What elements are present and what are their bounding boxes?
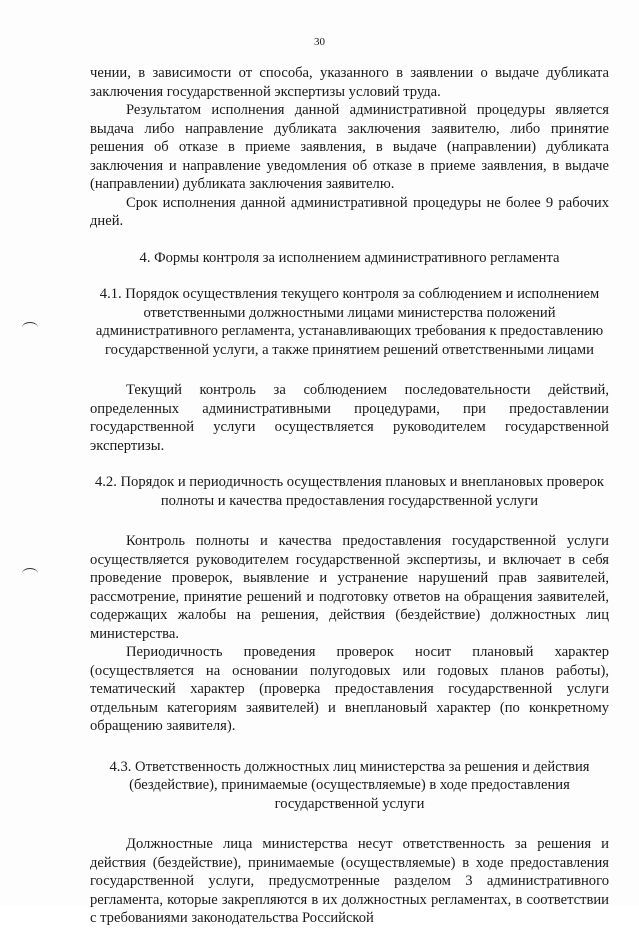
section-heading-4: 4. Формы контроля за исполнением административного регламента (139, 249, 560, 266)
paragraph-current-control: Текущий контроль за соблюдением последовательности действий, определенных административными процедурами, при предоставлении государственной услуги осуществляется руководителем государственной экспертизы. (90, 382, 609, 454)
page-number: 30 (314, 36, 325, 48)
paragraph-result: Результатом исполнения данной административной процедуры является выдача либо направление дубликата заключения заявителю, либо принятие решения об отказе в приеме заявления, в выдаче (направлении) дубликата заключения и направление уведомления об отказе в приеме заявления, в выдаче (направлении) дубликата заключения заявителю. (90, 102, 609, 192)
paragraph-continuation: чении, в зависимости от способа, указанного в заявлении о выдаче дубликата заключения государственной экспертизы условий труда. (90, 65, 609, 100)
document-body (90, 64, 609, 928)
subsection-heading-4-2: 4.2. Порядок и периодичность осуществления плановых и внеплановых проверок полноты и качества предоставления государственной услуги (94, 474, 605, 509)
margin-mark (22, 322, 38, 333)
paragraph-responsibility: Должностные лица министерства несут ответственность за решения и действия (бездействие), принимаемые (осуществляемые) в ходе предоставления государственной услуги, предусмотренные разделом 3 административного регламента, которые закрепляются в их должностных регламентах, в соответствии с требованиями законодательства Российской (90, 836, 609, 926)
paragraph-deadline: Срок исполнения данной административной процедуры не более 9 рабочих дней. (90, 194, 609, 229)
paragraph-quality-control: Контроль полноты и качества предоставления государственной услуги осуществляется руководителем государственной экспертизы, и включает в себя проведение проверок, выявление и устранение нарушений прав заявителей, рассмотрение, принятие решений и подготовку ответов на обращения заявителей, содержащих жалобы на решения, действия (бездействие) должностных лиц министерства. (90, 533, 609, 642)
subsection-heading-4-1: 4.1. Порядок осуществления текущего контроля за соблюдением и исполнением ответственными должностными лицами министерства положений административного регламента, устанавливающих требования к предоставлению государственной услуги, а также принятием решений ответственными лицами (95, 286, 604, 358)
subsection-heading-4-3: 4.3. Ответственность должностных лиц министерства за решения и действия (бездействие), принимаемые (осуществляемые) в ходе предоставления государственной услуги (109, 758, 590, 812)
margin-mark (22, 568, 38, 579)
paragraph-periodicity: Периодичность проведения проверок носит плановый характер (осуществляется на основании полугодовых или годовых планов работы), тематический характер (проверка предоставления государственной услуги отдельным категориям заявителей) и внеплановый характер (по конкретному обращению заявителя). (90, 644, 609, 734)
